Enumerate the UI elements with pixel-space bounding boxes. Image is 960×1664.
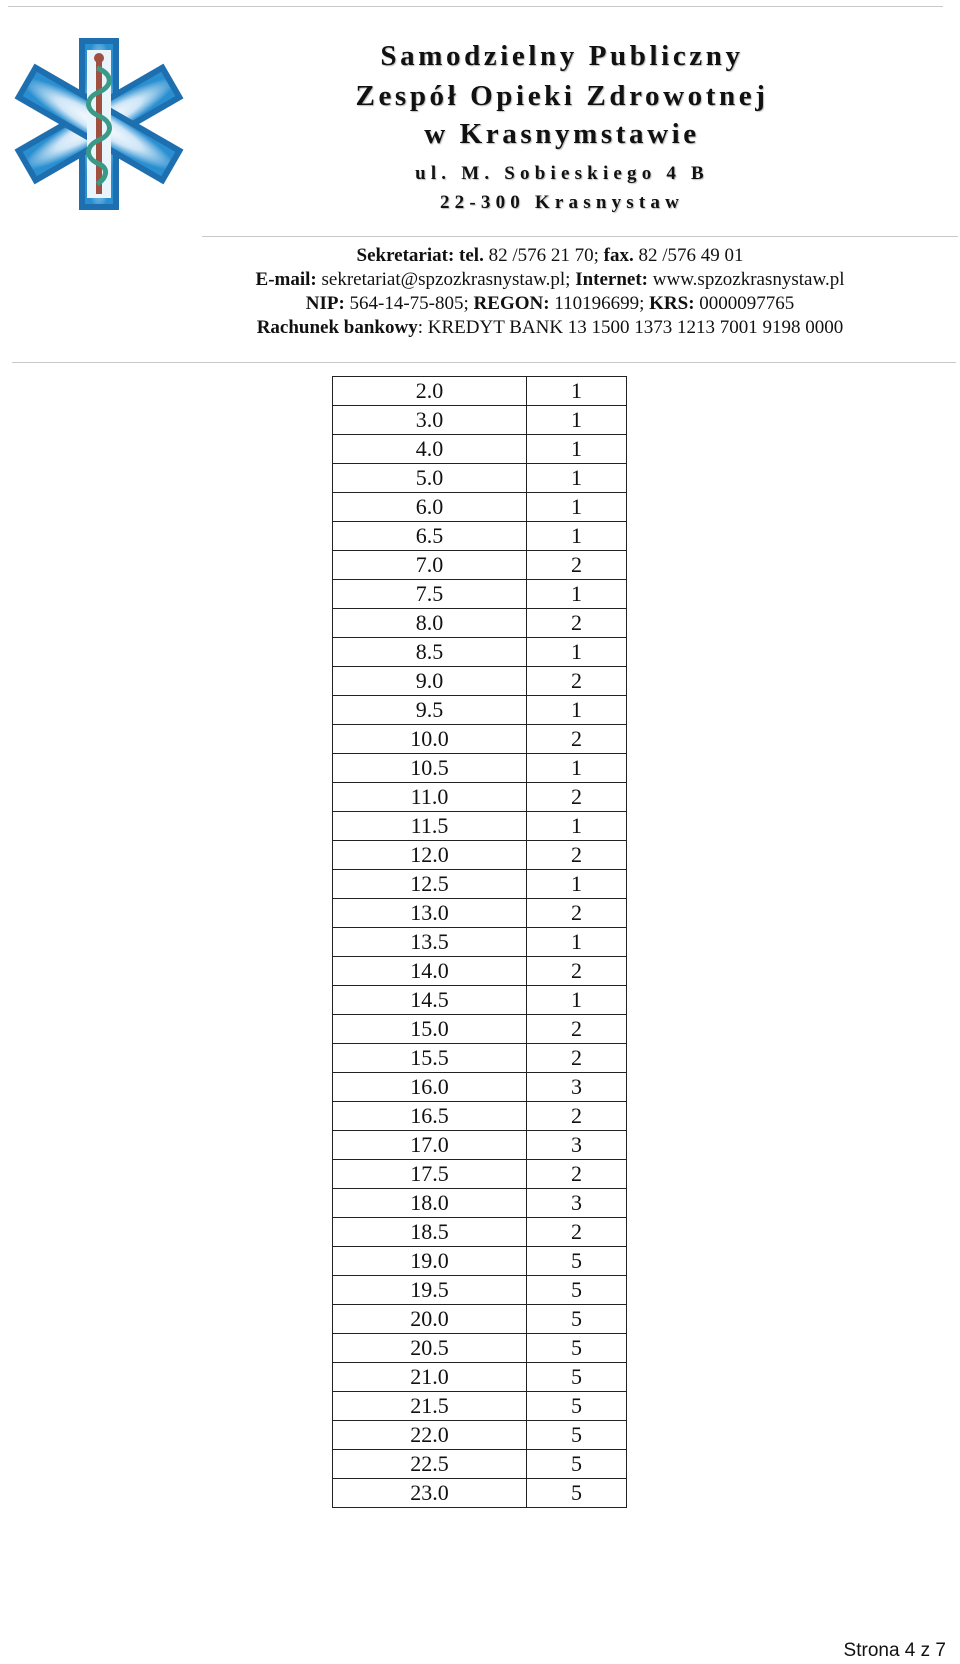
value-cell: 7.5	[333, 580, 527, 609]
value-cell: 16.5	[333, 1102, 527, 1131]
website-address: www.spzozkrasnystaw.pl	[648, 269, 845, 290]
content-divider	[12, 362, 956, 363]
count-cell: 5	[527, 1305, 627, 1334]
institution-name-line-3: w Krasnymstawie	[424, 118, 700, 150]
value-cell: 20.0	[333, 1305, 527, 1334]
value-cell: 18.0	[333, 1189, 527, 1218]
value-cell: 14.5	[333, 986, 527, 1015]
value-cell: 16.0	[333, 1073, 527, 1102]
table-row	[333, 1392, 627, 1421]
krs-label: KRS:	[649, 293, 695, 314]
table-row	[333, 435, 627, 464]
value-cell: 17.0	[333, 1131, 527, 1160]
table-row	[333, 522, 627, 551]
count-cell: 1	[527, 435, 627, 464]
value-cell: 6.5	[333, 522, 527, 551]
value-cell: 13.5	[333, 928, 527, 957]
street-address: ul. M. Sobieskiego 4 B	[415, 163, 709, 184]
table-row	[333, 899, 627, 928]
table-row	[333, 667, 627, 696]
institution-name-line-1: Samodzielny Publiczny	[380, 40, 744, 72]
value-cell: 19.0	[333, 1247, 527, 1276]
table-row	[333, 609, 627, 638]
value-cell: 21.5	[333, 1392, 527, 1421]
table-row	[333, 1334, 627, 1363]
table-row	[333, 493, 627, 522]
table-row	[333, 1421, 627, 1450]
table-row	[333, 1305, 627, 1334]
table-row	[333, 812, 627, 841]
count-cell: 3	[527, 1073, 627, 1102]
count-cell: 1	[527, 377, 627, 406]
value-cell: 17.5	[333, 1160, 527, 1189]
fax-label: fax.	[603, 245, 634, 266]
email-address: sekretariat@spzozkrasnystaw.pl;	[316, 269, 576, 290]
count-cell: 5	[527, 1363, 627, 1392]
table-row	[333, 957, 627, 986]
value-cell: 14.0	[333, 957, 527, 986]
value-cell: 22.0	[333, 1421, 527, 1450]
table-row	[333, 1218, 627, 1247]
count-cell: 1	[527, 928, 627, 957]
count-cell: 2	[527, 1102, 627, 1131]
table-row	[333, 783, 627, 812]
bank-line	[150, 316, 950, 340]
value-cell: 20.5	[333, 1334, 527, 1363]
count-cell: 5	[527, 1392, 627, 1421]
value-cell: 5.0	[333, 464, 527, 493]
table-row	[333, 696, 627, 725]
phone-line	[150, 244, 950, 268]
data-table	[332, 376, 627, 1508]
value-cell: 6.0	[333, 493, 527, 522]
value-cell: 21.0	[333, 1363, 527, 1392]
table-row	[333, 1479, 627, 1508]
table-row	[333, 580, 627, 609]
value-cell: 3.0	[333, 406, 527, 435]
secretariat-label: Sekretariat: tel.	[356, 245, 484, 266]
value-cell: 11.5	[333, 812, 527, 841]
page-number: Strona 4 z 7	[843, 1640, 946, 1661]
count-cell: 2	[527, 841, 627, 870]
count-cell: 3	[527, 1131, 627, 1160]
count-cell: 1	[527, 522, 627, 551]
value-cell: 12.5	[333, 870, 527, 899]
institution-name-line-2: Zespół Opieki Zdrowotnej	[355, 80, 769, 112]
phone-number: 82 /576 21 70;	[483, 245, 604, 266]
value-cell: 9.0	[333, 667, 527, 696]
value-cell: 4.0	[333, 435, 527, 464]
krs-value: 0000097765	[694, 293, 795, 314]
count-cell: 2	[527, 551, 627, 580]
table-row	[333, 928, 627, 957]
header-divider	[202, 236, 958, 237]
count-cell: 5	[527, 1334, 627, 1363]
nip-value: 564-14-75-805;	[344, 293, 474, 314]
nip-label: NIP:	[305, 293, 345, 314]
postal-address: 22-300 Krasnystaw	[439, 192, 685, 213]
value-cell: 9.5	[333, 696, 527, 725]
count-cell: 1	[527, 870, 627, 899]
count-cell: 1	[527, 580, 627, 609]
table-row	[333, 464, 627, 493]
value-cell: 13.0	[333, 899, 527, 928]
table-row	[333, 1247, 627, 1276]
table-row	[333, 1189, 627, 1218]
count-cell: 1	[527, 493, 627, 522]
value-cell: 12.0	[333, 841, 527, 870]
count-cell: 2	[527, 609, 627, 638]
table-row	[333, 841, 627, 870]
count-cell: 2	[527, 1160, 627, 1189]
table-row	[333, 1073, 627, 1102]
table-row	[333, 1450, 627, 1479]
regon-value: 110196699;	[549, 293, 650, 314]
value-cell: 7.0	[333, 551, 527, 580]
value-cell: 15.5	[333, 1044, 527, 1073]
count-cell: 2	[527, 725, 627, 754]
email-line	[150, 268, 950, 292]
table-row	[333, 1131, 627, 1160]
fax-number: 82 /576 49 01	[633, 245, 744, 266]
value-cell: 18.5	[333, 1218, 527, 1247]
count-cell: 5	[527, 1479, 627, 1508]
count-cell: 1	[527, 986, 627, 1015]
table-row	[333, 1276, 627, 1305]
table-row	[333, 638, 627, 667]
value-cell: 8.5	[333, 638, 527, 667]
table-row	[333, 1015, 627, 1044]
table-row	[333, 1363, 627, 1392]
value-cell: 15.0	[333, 1015, 527, 1044]
value-cell: 10.5	[333, 754, 527, 783]
regon-label: REGON:	[473, 293, 550, 314]
table-row	[333, 870, 627, 899]
email-label: E-mail:	[255, 269, 317, 290]
value-cell: 11.0	[333, 783, 527, 812]
internet-label: Internet:	[575, 269, 648, 290]
table-row	[333, 406, 627, 435]
value-cell: 22.5	[333, 1450, 527, 1479]
top-divider	[8, 6, 943, 7]
count-cell: 2	[527, 667, 627, 696]
value-cell: 8.0	[333, 609, 527, 638]
count-cell: 3	[527, 1189, 627, 1218]
count-cell: 1	[527, 464, 627, 493]
table-row	[333, 1044, 627, 1073]
registry-line	[150, 292, 950, 316]
count-cell: 2	[527, 1015, 627, 1044]
bank-label: Rachunek bankowy	[256, 317, 418, 338]
table-row	[333, 986, 627, 1015]
count-cell: 2	[527, 1044, 627, 1073]
count-cell: 2	[527, 783, 627, 812]
count-cell: 2	[527, 1218, 627, 1247]
count-cell: 1	[527, 406, 627, 435]
count-cell: 1	[527, 812, 627, 841]
count-cell: 1	[527, 638, 627, 667]
table-row	[333, 551, 627, 580]
table-row	[333, 1160, 627, 1189]
value-cell: 19.5	[333, 1276, 527, 1305]
count-cell: 5	[527, 1247, 627, 1276]
count-cell: 5	[527, 1450, 627, 1479]
bank-account: : KREDYT BANK 13 1500 1373 1213 7001 9198 0000	[417, 317, 844, 338]
table-row	[333, 377, 627, 406]
count-cell: 1	[527, 696, 627, 725]
table-row	[333, 754, 627, 783]
star-of-life-logo	[6, 36, 192, 212]
count-cell: 5	[527, 1276, 627, 1305]
value-cell: 2.0	[333, 377, 527, 406]
count-cell: 2	[527, 899, 627, 928]
value-cell: 23.0	[333, 1479, 527, 1508]
table-row	[333, 1102, 627, 1131]
count-cell: 5	[527, 1421, 627, 1450]
count-cell: 2	[527, 957, 627, 986]
table-row	[333, 725, 627, 754]
value-cell: 10.0	[333, 725, 527, 754]
count-cell: 1	[527, 754, 627, 783]
